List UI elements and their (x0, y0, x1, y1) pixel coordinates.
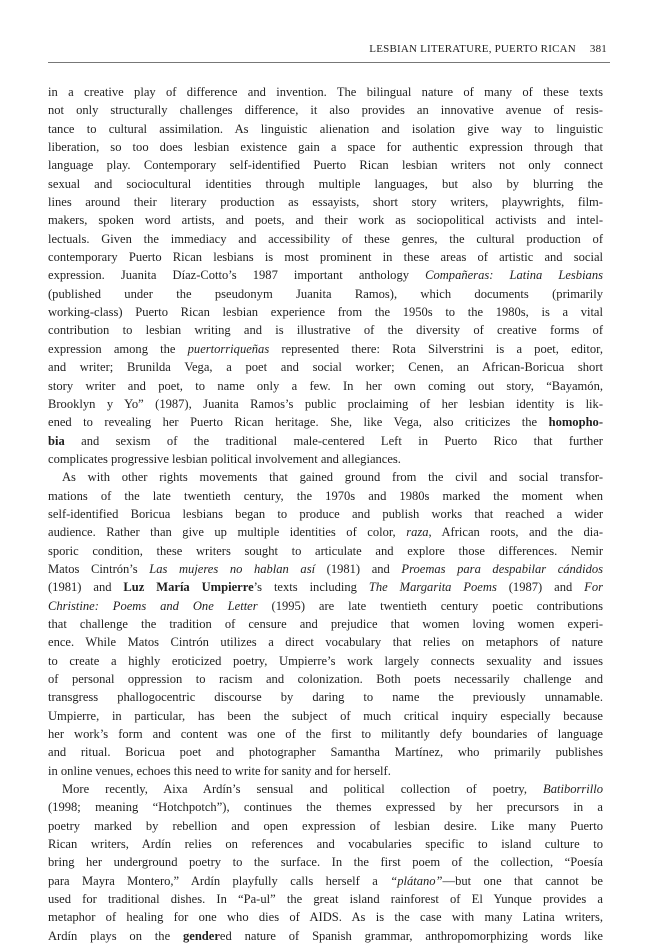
header-rule (48, 62, 610, 63)
text-line: sexual and sociocultural identities through multiple languages, but also by blurring the (48, 176, 603, 191)
text-line: used for traditional dishes. In “Pa-ul” the great island rainforest of El Yunque provides a (48, 892, 603, 907)
text-line: of personal oppression to racism and colonization. Both poets necessarily challenge and (48, 672, 603, 686)
cross-reference: homopho- (548, 415, 603, 430)
text-line: her work’s form and content was one of the first to militantly defy boundaries of language (48, 727, 603, 742)
page-number: 381 (589, 43, 607, 55)
text-line: tance to cultural assimilation. As linguistic alienation and isolation give way to linguistic (48, 121, 603, 136)
body-text (48, 83, 603, 945)
text-line: lines around their literary production as essayists, short story writers, playwrights, film- (48, 195, 603, 210)
text-line: bia and sexism of the traditional male-centered Left in Puerto Rico that further (48, 433, 603, 448)
text-line: ence. While Matos Cintrón utilizes a direct vocabulary that relies on metaphors of nature (48, 635, 603, 650)
text-line: expression among the puertorriqueñas represented there: Rota Silverstrini is a poet, editor, (48, 341, 603, 356)
text-line: Umpierre, in particular, has been the subject of much critical inquiry especially because (48, 708, 603, 723)
text-line: Christine: Poems and One Letter (1995) are late twentieth century poetic contributions (48, 598, 604, 613)
cross-reference: Luz María Umpierre (123, 580, 254, 595)
text-line: and writer; Brunilda Vega, a poet and social worker; Cenen, an African-Boricua short (48, 360, 603, 375)
text-line: More recently, Aixa Ardín’s sensual and political collection of poetry, Batiborrillo (62, 782, 603, 797)
text-line: that challenge the tradition of censure and prejudice that women loving women experi- (48, 616, 603, 631)
text-line: As with other rights movements that gained ground from the civil and social transfor- (62, 470, 603, 485)
cross-reference: gender (182, 928, 220, 943)
text-line: expression. Juanita Díaz-Cotto’s 1987 important anthology Compañeras: Latina Lesbians (48, 268, 603, 283)
text-line: ened to revealing her Puerto Rican heritage. She, like Vega, also criticizes the homopho- (48, 415, 603, 430)
text-line: complicates progressive lesbian political involvement and allegiances. (48, 451, 401, 466)
text-line: poetry marked by rebellion and open expression of lesbian desire. Like many Puerto (48, 818, 603, 833)
text-line: Brooklyn y Yo” (1987), Juanita Ramos’s public proclaiming of her lesbian identity is lik- (48, 396, 603, 411)
anthology-title: Compañeras: Latina Lesbians (425, 268, 603, 283)
text-line: in online venues, echoes this need to write for sanity and for herself. (48, 763, 391, 778)
text-line: sporic condition, these writers sought to articulate and explore those differences. Nemir (48, 543, 603, 558)
text-line: Matos Cintrón’s Las mujeres no hablan así (1981) and Proemas para despabilar cándidos (48, 561, 603, 576)
text-line: to create a highly eroticized poetry, Umpierre’s work largely connects sexuality and issues (48, 653, 603, 668)
text-line: mations of the late twentieth century, the 1970s and 1980s marked the moment when (48, 488, 603, 503)
text-line: and ritual. Boricua poet and photographer Samantha Martínez, who primarily publishes (48, 745, 603, 760)
text-line: not only structurally challenges difference, it also provides an innovative avenue of resis- (48, 103, 603, 118)
text-line: contribution to lesbian writing and is illustrative of the diversity of creative forms of (48, 323, 603, 338)
text-line: metaphor of healing for one who dies of AIDS. As is the case with many Latina writers, (48, 910, 603, 925)
text-line: makers, spoken word artists, and poets, and their work as sociopolitical activists and intel- (48, 213, 603, 228)
text-line: transgress phallogocentric discourse by daring to name the previously unnamable. (48, 690, 603, 705)
text-line: liberation, so too does lesbian existence gain a space for authentic expression through that (48, 140, 603, 155)
text-line: lectuals. Given the immediacy and accessibility of these genres, the cultural production of (48, 231, 603, 246)
text-line: bring her underground poetry to the surface. In the first poem of the collection, “Poesía (48, 855, 603, 870)
running-head-title: LESBIAN LITERATURE, PUERTO RICAN (369, 43, 576, 55)
text-line: Ardín plays on the gendered nature of Spanish grammar, anthropomorphizing words like (48, 928, 603, 943)
text-line: self-identified Boricua lesbians began to produce and publish works that reached a wider (48, 506, 603, 521)
text-line: story writer and poet, to name only a few. In her own coming out story, “Bayamón, (48, 378, 603, 393)
text-line: para Mayra Montero,” Ardín playfully calls herself a “plátano”—but one that cannot be (48, 873, 604, 888)
text-line: contemporary Puerto Rican lesbians is most prominent in these areas of artistic and social (48, 250, 603, 265)
text-line: (1981) and Luz María Umpierre’s texts including The Margarita Poems (1987) and For (48, 580, 603, 595)
text-line: working-class) Puerto Rican lesbian experience from the 1950s to the 1980s, is a vital (48, 305, 603, 320)
text-line: audience. Rather than give up multiple identities of color, raza, African roots, and the dia- (48, 525, 604, 540)
cross-reference: bia (48, 433, 65, 448)
text-line: language play. Contemporary self-identified Puerto Rican lesbian writers not only connect (48, 158, 603, 173)
text-line: (published under the pseudonym Juanita Ramos), which documents (primarily (48, 286, 603, 301)
text-line: Rican writers, Ardín relies on references and vocabularies specific to island culture to (48, 837, 603, 852)
text-line: in a creative play of difference and invention. The bilingual nature of many of these texts (48, 85, 603, 99)
running-head (369, 43, 607, 55)
text-line: (1998; meaning “Hotchpotch”), continues the themes expressed by her precursors in a (48, 800, 603, 815)
